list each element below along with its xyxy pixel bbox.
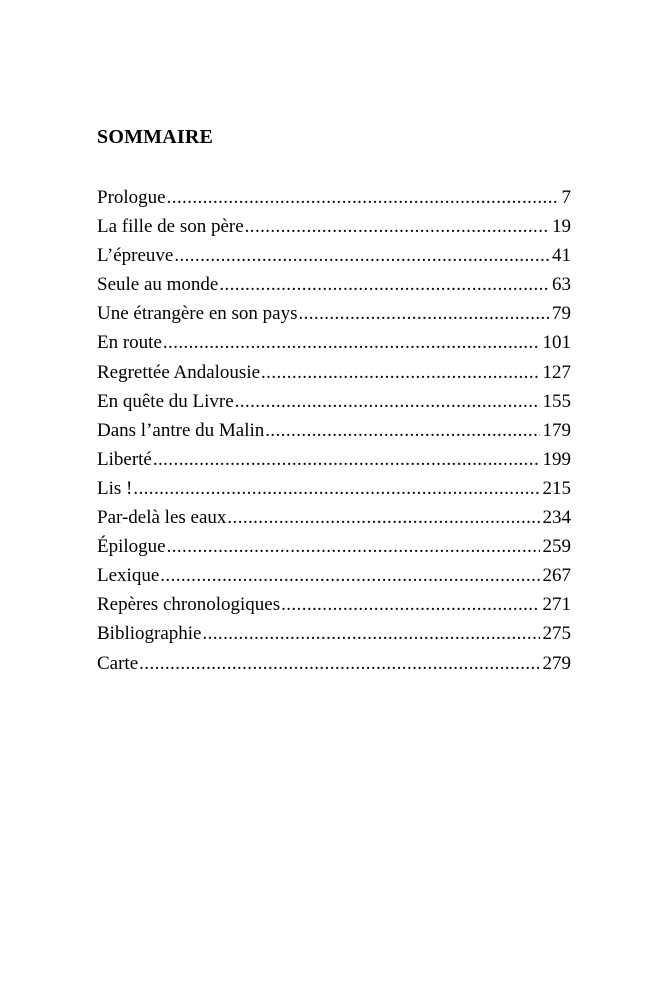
toc-entry [97,590,571,619]
toc-entry-label: Lis ! [97,477,133,499]
toc-dot-leader [153,445,540,474]
toc-entry-page: 155 [542,390,571,412]
toc-entry-page: 41 [552,245,571,267]
toc-dot-leader [202,619,539,648]
toc-entry-page: 234 [542,507,571,529]
toc-dot-leader [139,649,539,678]
toc-dot-leader [245,212,549,241]
toc-entry-label: En quête du Livre [97,390,234,412]
toc-entry [97,619,571,648]
toc-entry-label: Regrettée Andalousie [97,361,261,383]
toc-dot-leader [160,561,539,590]
toc-dot-leader [235,387,540,416]
toc-entry-label: Carte [97,652,139,674]
toc-entry-page: 19 [552,216,571,238]
toc-entry-page: 279 [542,652,571,674]
toc-entry-page: 259 [542,536,571,558]
toc-entry [97,328,571,357]
toc-entry-label: Lexique [97,565,160,587]
toc-entry [97,183,571,212]
toc-entry-page: 101 [542,332,571,354]
toc-entry-page: 267 [542,565,571,587]
toc-dot-leader [227,503,539,532]
toc-entry [97,649,571,678]
toc-entry [97,241,571,270]
toc-entry-page: 275 [542,623,571,645]
toc-entry-page: 199 [542,448,571,470]
toc-entry-label: En route [97,332,162,354]
toc-entry [97,387,571,416]
toc-entry [97,416,571,445]
toc-dot-leader [133,474,539,503]
page-title: SOMMAIRE [97,126,214,148]
toc-entry-label: La fille de son père [97,216,244,238]
toc-dot-leader [281,590,539,619]
toc-entry-page: 271 [542,594,571,616]
toc-entry [97,474,571,503]
toc-entry-page: 215 [542,477,571,499]
toc-entry-page: 127 [542,361,571,383]
toc-dot-leader [163,328,540,357]
toc-entry [97,299,571,328]
toc-entry-label: Dans l’antre du Malin [97,419,265,441]
toc-entry [97,358,571,387]
toc-entry-page: 179 [542,419,571,441]
toc-entry-label: Liberté [97,448,152,470]
toc-dot-leader [174,241,549,270]
toc-entry [97,561,571,590]
toc-dot-leader [298,299,549,328]
toc-dot-leader [167,532,540,561]
toc-entry-page: 7 [561,187,571,208]
toc-entry [97,445,571,474]
toc-dot-leader [167,183,559,212]
toc-entry-label: Par-delà les eaux [97,507,227,529]
toc-entry [97,503,571,532]
table-of-contents [97,183,571,678]
toc-entry-label: Une étrangère en son pays [97,303,298,325]
toc-entry-label: Épilogue [97,536,166,558]
toc-entry-label: Seule au monde [97,274,219,296]
toc-dot-leader [219,270,549,299]
toc-entry [97,270,571,299]
toc-entry [97,212,571,241]
toc-entry-label: Bibliographie [97,623,202,645]
toc-entry-label: L’épreuve [97,245,174,267]
toc-dot-leader [261,358,539,387]
toc-entry-page: 79 [552,303,571,325]
toc-dot-leader [265,416,539,445]
toc-entry-page: 63 [552,274,571,296]
toc-entry-label: Prologue [97,187,166,208]
toc-entry-label: Repères chronologiques [97,594,281,616]
toc-entry [97,532,571,561]
